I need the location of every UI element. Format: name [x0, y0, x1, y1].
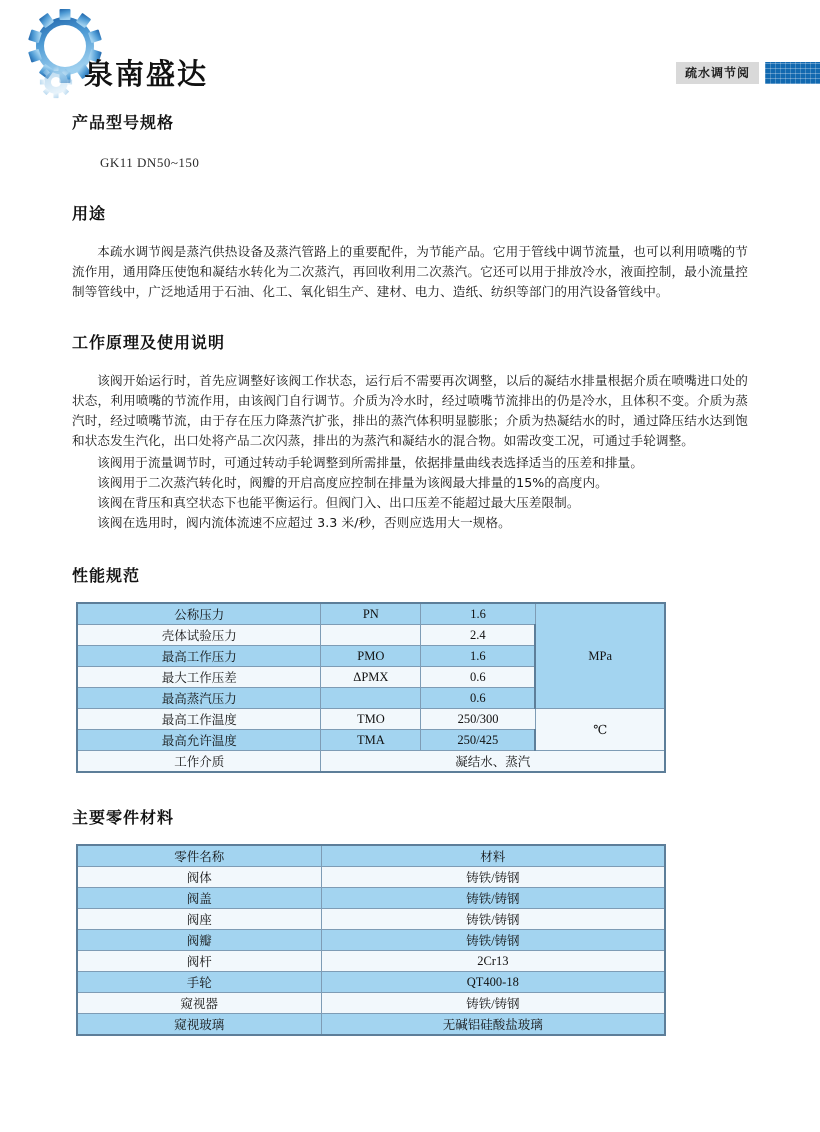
spec-symbol: ΔPMX [321, 667, 421, 688]
material-value: 铸铁/铸钢 [321, 930, 665, 951]
material-part: 窥视玻璃 [77, 1014, 321, 1036]
table-row [77, 930, 665, 951]
material-part: 阀盖 [77, 888, 321, 909]
spec-symbol [321, 625, 421, 646]
spec-value: 250/425 [421, 730, 536, 751]
table-row [77, 951, 665, 972]
spec-name: 壳体试验压力 [77, 625, 321, 646]
table-row [77, 993, 665, 1014]
spec-symbol [321, 688, 421, 709]
material-value: 铸铁/铸钢 [321, 993, 665, 1014]
performance-table [76, 602, 666, 773]
spec-symbol: TMO [321, 709, 421, 730]
spec-value: 0.6 [421, 688, 536, 709]
spec-symbol: PN [321, 603, 421, 625]
spec-unit-temperature: ℃ [535, 709, 665, 751]
document-body [0, 110, 820, 1036]
spec-value: 1.6 [421, 646, 536, 667]
page-header [0, 0, 820, 110]
materials-header-part: 零件名称 [77, 845, 321, 867]
section-title-principle: 工作原理及使用说明 [72, 333, 226, 352]
product-badge-label: 疏水调节阅 [676, 62, 759, 84]
spec-value: 1.6 [421, 603, 536, 625]
spec-name: 最高蒸汽压力 [77, 688, 321, 709]
spec-name: 最高允许温度 [77, 730, 321, 751]
materials-table [76, 844, 666, 1036]
spec-value: 0.6 [421, 667, 536, 688]
spec-medium-label: 工作介质 [77, 751, 321, 773]
spec-symbol: PMO [321, 646, 421, 667]
spec-symbol: TMA [321, 730, 421, 751]
spec-name: 公称压力 [77, 603, 321, 625]
principle-paragraph-1: 该阀开始运行时，首先应调整好该阀工作状态，运行后不需要再次调整，以后的凝结水排量根据介质在喷嘴进口处的状态，利用喷嘴的节流作用，由该阀门自行调节。介质为冷水时，经过喷嘴节流排出的仍是冷水，且体积不变。介质为蒸汽时，经过喷嘴节流，由于存在压力降蒸汽扩张，排出的蒸汽体积明显膨胀；介质为热凝结水的时，通过降压结水达到饱和状态发生汽化，出口处将产品二次闪蒸，排出的为蒸汽和凝结水的混合物。如需改变工况，可通过手轮调整。 [72, 373, 748, 448]
table-row [77, 709, 665, 730]
material-part: 窥视器 [77, 993, 321, 1014]
spec-value: 250/300 [421, 709, 536, 730]
material-part: 手轮 [77, 972, 321, 993]
spec-value: 2.4 [421, 625, 536, 646]
material-part: 阀体 [77, 867, 321, 888]
table-header-row [77, 845, 665, 867]
material-value: 铸铁/铸钢 [321, 867, 665, 888]
company-name: 泉南盛达 [84, 57, 209, 91]
table-row [77, 1014, 665, 1036]
badge-blue-block [765, 62, 820, 84]
table-row [77, 888, 665, 909]
material-part: 阀杆 [77, 951, 321, 972]
spec-name: 最高工作压力 [77, 646, 321, 667]
spec-name: 最高工作温度 [77, 709, 321, 730]
usage-paragraph: 本疏水调节阀是蒸汽供热设备及蒸汽管路上的重要配件，为节能产品。它用于管线中调节流量，也可以利用喷嘴的节流作用，通用降压使饱和凝结水转化为二次蒸汽，再回收利用二次蒸汽。它还可以用于排放冷水，液面控制，最小流量控制等管线中，广泛地适用于石油、化工、氧化铝生产、建材、电力、造纸、纺织等部门的用汽设备管线中。 [72, 244, 748, 299]
section-title-materials: 主要零件材料 [72, 808, 175, 827]
material-part: 阀座 [77, 909, 321, 930]
material-part: 阀瓣 [77, 930, 321, 951]
material-value: 铸铁/铸钢 [321, 888, 665, 909]
table-row [77, 972, 665, 993]
section-title-usage: 用途 [72, 204, 107, 223]
materials-header-material: 材料 [321, 845, 665, 867]
product-badge [676, 62, 820, 84]
material-value: 铸铁/铸钢 [321, 909, 665, 930]
spec-name: 最大工作压差 [77, 667, 321, 688]
company-logo [18, 8, 348, 104]
spec-medium-value: 凝结水、蒸汽 [321, 751, 665, 773]
material-value: 2Cr13 [321, 951, 665, 972]
principle-line-2: 该阀用于二次蒸汽转化时，阀瓣的开启高度应控制在排量为该阀最大排量的15%的高度内。 [97, 475, 608, 490]
principle-line-3: 该阀在背压和真空状态下也能平衡运行。但阀门入、出口压差不能超过最大压差限制。 [97, 495, 580, 510]
table-row [77, 751, 665, 773]
principle-line-1: 该阀用于流量调节时，可通过转动手轮调整到所需排量，依据排量曲线表选择适当的压差和排量。 [97, 455, 644, 470]
table-row [77, 867, 665, 888]
model-value: GK11 DN50~150 [100, 155, 200, 170]
table-row [77, 603, 665, 625]
principle-line-4: 该阀在选用时，阀内流体流速不应超过 3.3 米/秒，否则应选用大一规格。 [97, 515, 511, 530]
spec-unit-pressure: MPa [535, 603, 665, 709]
table-row [77, 909, 665, 930]
material-value: QT400-18 [321, 972, 665, 993]
material-value: 无碱铝硅酸盐玻璃 [321, 1014, 665, 1036]
section-title-model: 产品型号规格 [72, 113, 175, 132]
section-title-performance: 性能规范 [72, 566, 141, 585]
